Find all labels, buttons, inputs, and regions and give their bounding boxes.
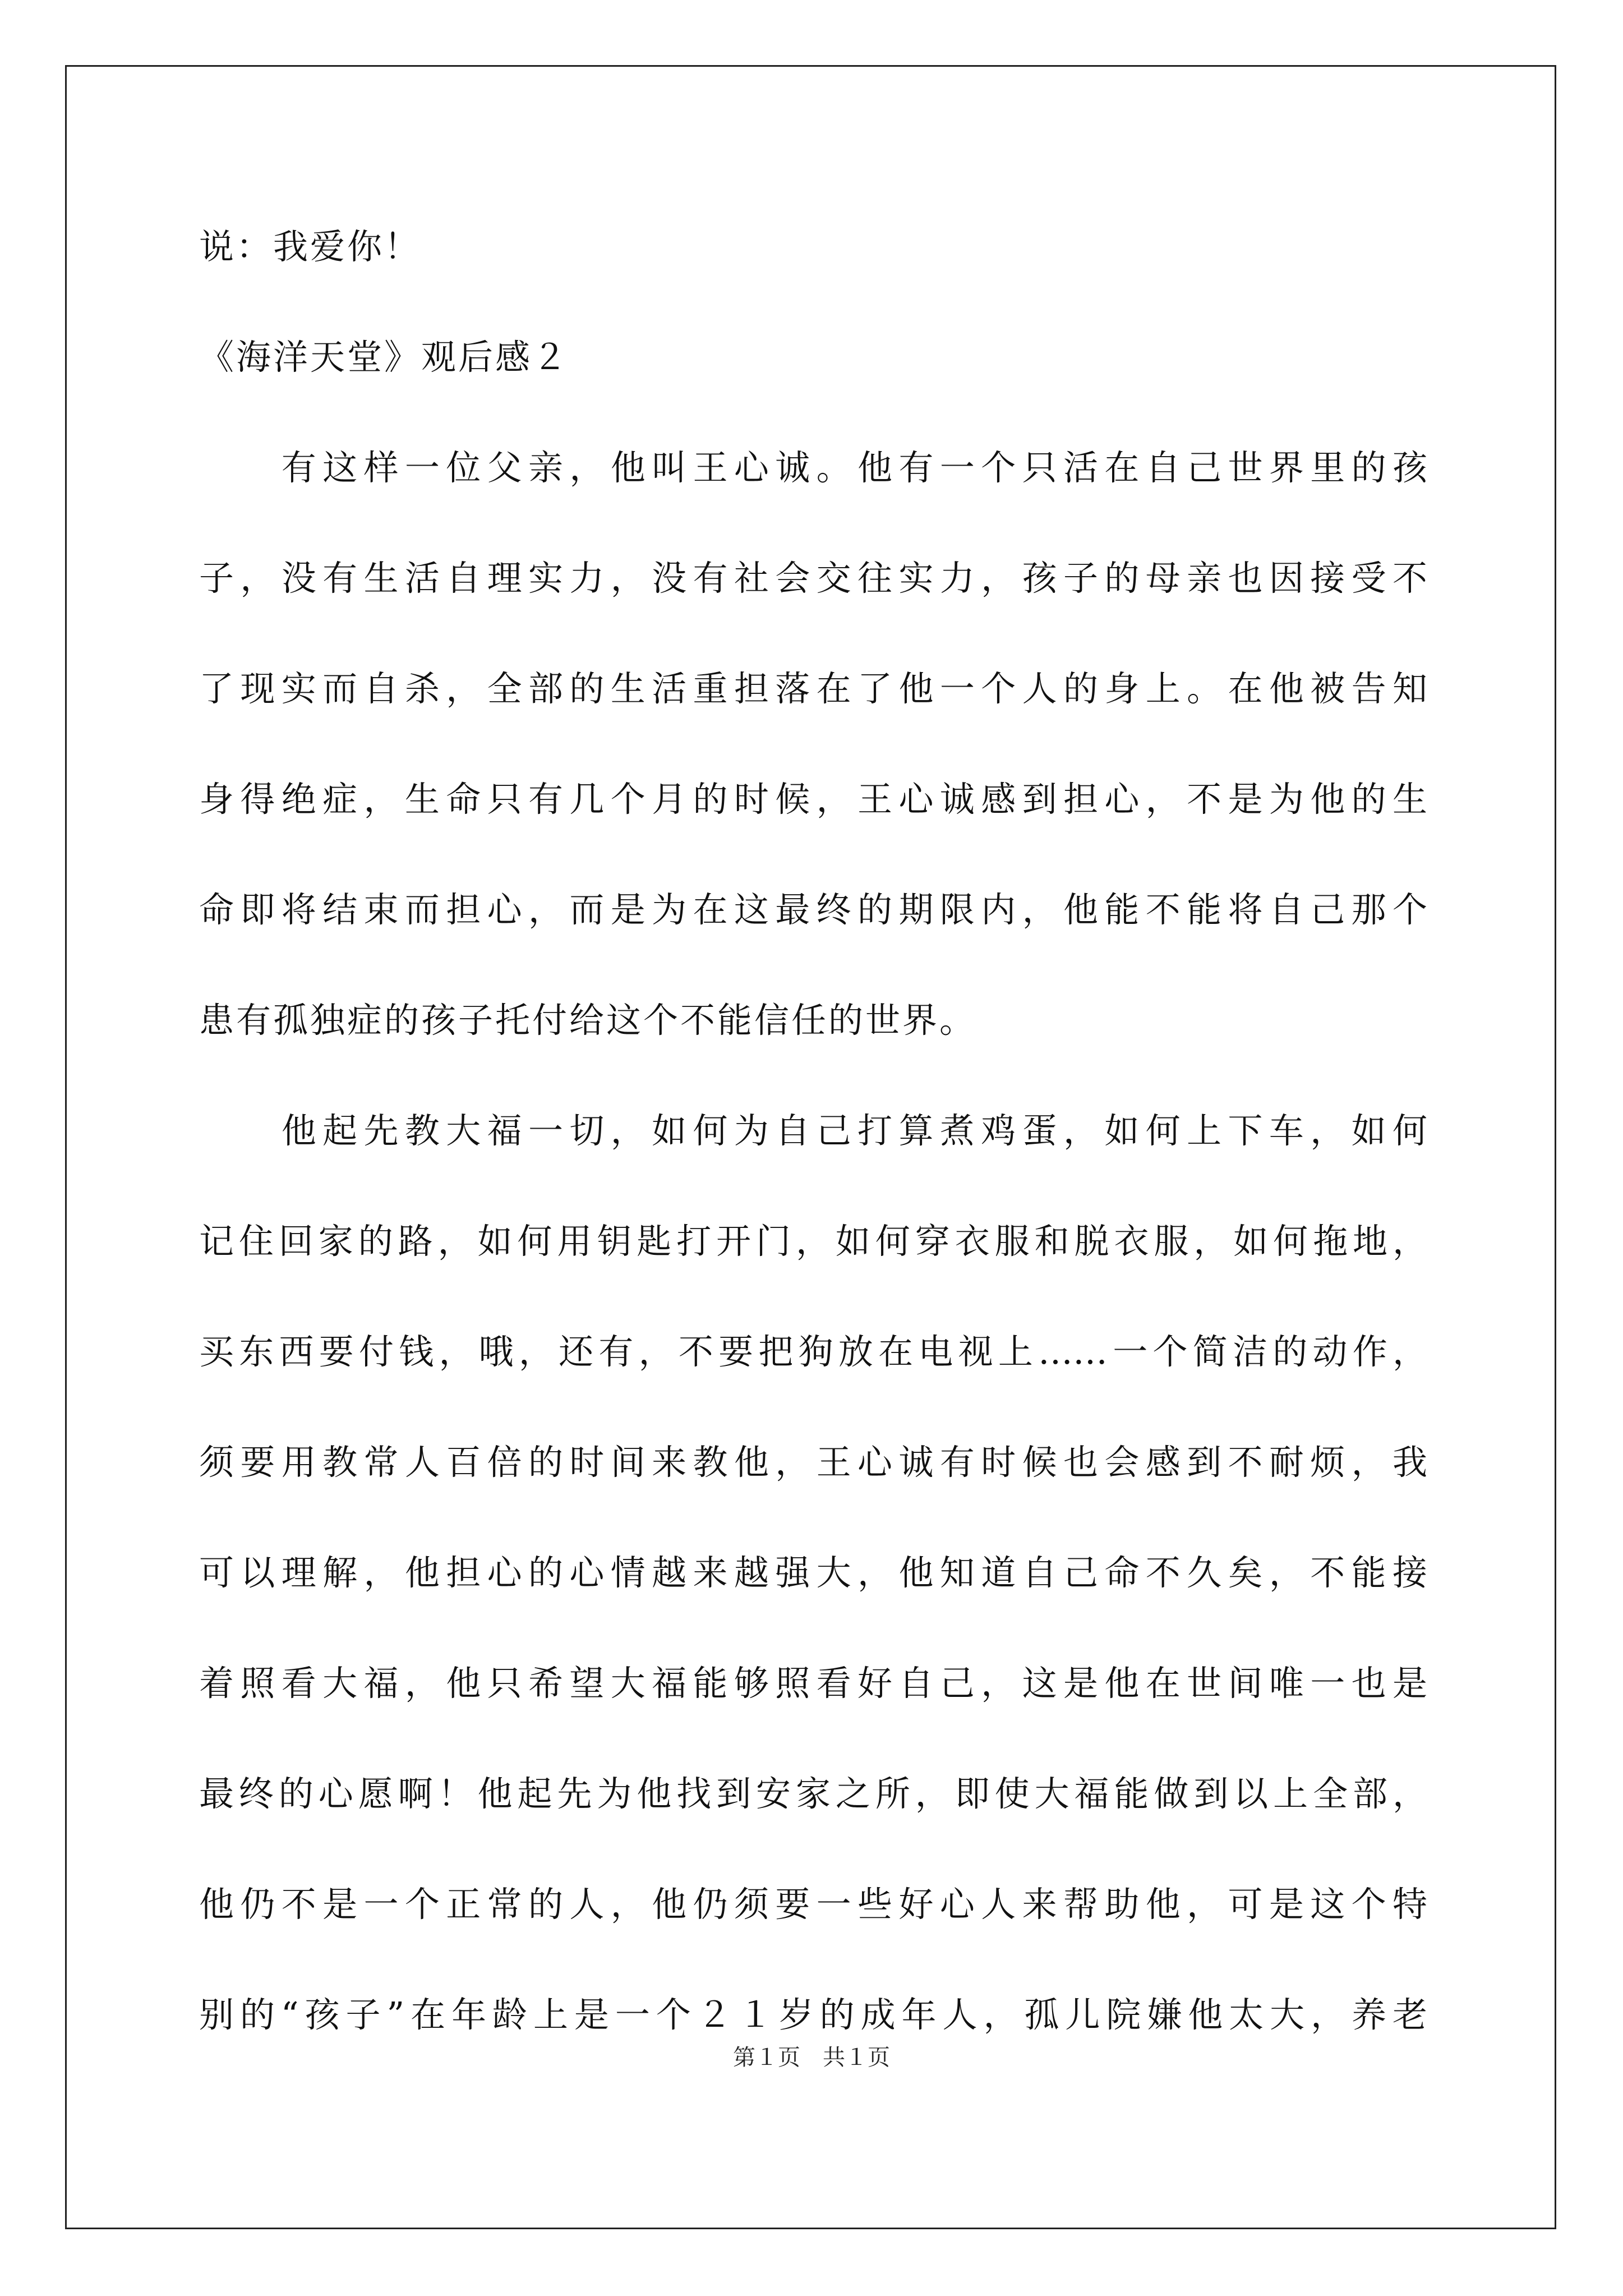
- paragraph-2-line-7: 最终的心愿啊！他起先为他找到安家之所，即使大福能做到以上全部，: [199, 1773, 1427, 1814]
- paragraph-2-line-8: 他仍不是一个正常的人，他仍须要一些好心人来帮助他，可是这个特: [199, 1884, 1427, 1925]
- paragraph-1-line-4: 身得绝症，生命只有几个月的时候，王心诚感到担心，不是为他的生: [199, 779, 1427, 820]
- section-heading: 《海洋天堂》观后感２: [199, 337, 570, 378]
- paragraph-2-line-6: 着照看大福，他只希望大福能够照看好自己，这是他在世间唯一也是: [199, 1663, 1427, 1704]
- paragraph-1-line-2: 子，没有生活自理实力，没有社会交往实力，孩子的母亲也因接受不: [199, 558, 1427, 599]
- paragraph-2-line-1: 他起先教大福一切，如何为自己打算煮鸡蛋，如何上下车，如何: [199, 1110, 1427, 1151]
- paragraph-1-line-6: 患有孤独症的孩子托付给这个不能信任的世界。: [199, 1000, 977, 1041]
- paragraph-1-line-5: 命即将结束而担心，而是为在这最终的期限内，他能不能将自己那个: [199, 889, 1427, 930]
- text-line-1: 说：我爱你！: [199, 226, 422, 267]
- paragraph-2-line-2: 记住回家的路，如何用钥匙打开门，如何穿衣服和脱衣服，如何拖地，: [199, 1221, 1427, 1262]
- paragraph-2-line-3: 买东西要付钱，哦，还有，不要把狗放在电视上……一个简洁的动作，: [199, 1331, 1427, 1372]
- page-number-footer: 第１页 共１页: [733, 2045, 890, 2070]
- paragraph-2-line-9: 别的“孩子”在年龄上是一个２１岁的成年人，孤儿院嫌他太大，养老: [199, 1994, 1427, 2035]
- paragraph-1-line-3: 了现实而自杀，全部的生活重担落在了他一个人的身上。在他被告知: [199, 668, 1427, 709]
- paragraph-2-line-4: 须要用教常人百倍的时间来教他，王心诚有时候也会感到不耐烦，我: [199, 1442, 1427, 1483]
- paragraph-1-line-1: 有这样一位父亲，他叫王心诚。他有一个只活在自己世界里的孩: [199, 447, 1427, 488]
- paragraph-2-line-5: 可以理解，他担心的心情越来越强大，他知道自己命不久矣，不能接: [199, 1552, 1427, 1593]
